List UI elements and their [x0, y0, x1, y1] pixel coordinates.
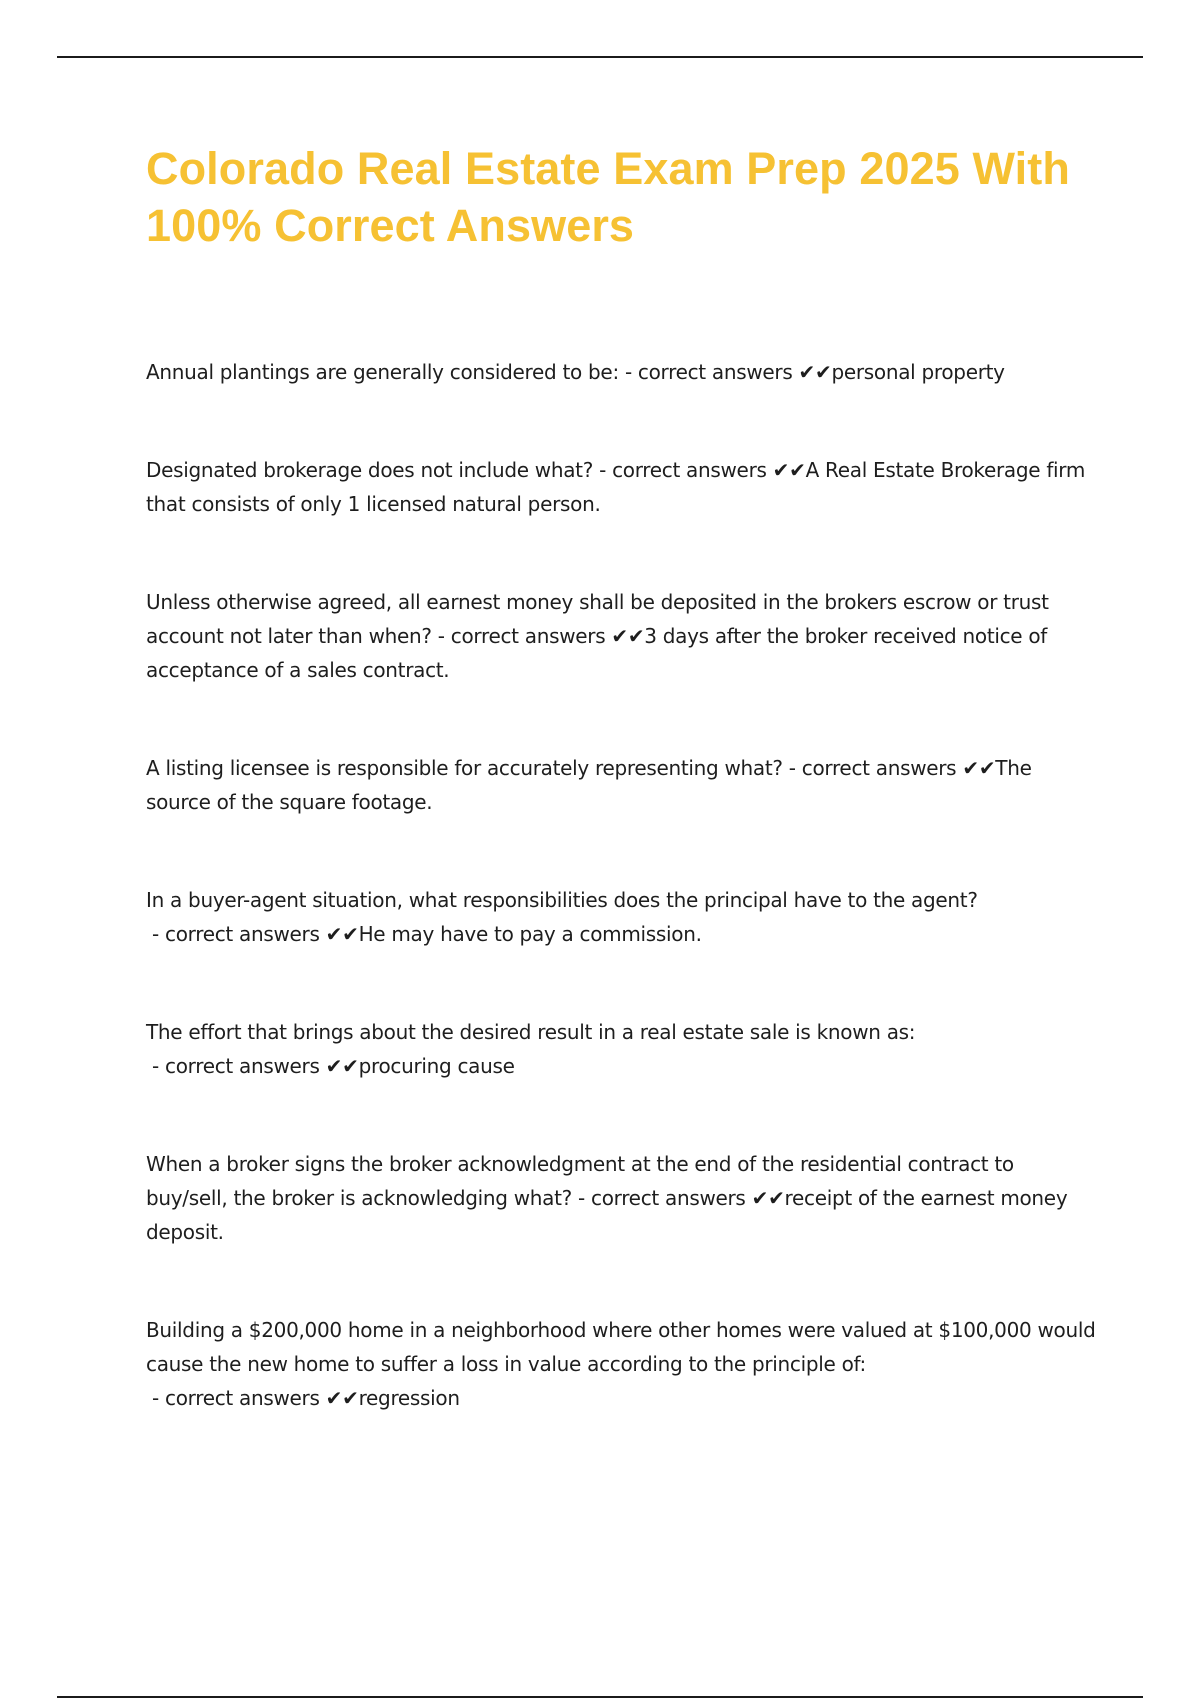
answer-separator: - correct answers: [146, 1054, 326, 1078]
top-rule: [57, 56, 1143, 58]
double-check-icon: ✔✔: [325, 1054, 359, 1078]
double-check-icon: ✔✔: [798, 360, 832, 384]
answer-separator: - correct answers: [431, 624, 612, 648]
answer-text: A Real Estate Brokerage firm that consists of only 1 licensed natural person.: [146, 458, 1086, 516]
answer-text: He may have to pay a commission.: [358, 922, 702, 946]
double-check-icon: ✔✔: [325, 1386, 359, 1410]
qa-list: [146, 355, 1096, 1479]
answer-separator: - correct answers: [593, 458, 773, 482]
answer-text: personal property: [831, 360, 1005, 384]
qa-item: [146, 453, 1096, 521]
bottom-rule: [57, 1696, 1143, 1698]
question-text: The effort that brings about the desired result in a real estate sale is known as:: [146, 1020, 916, 1044]
document-body: [146, 140, 1096, 1410]
question-text: A listing licensee is responsible for accurately representing what?: [146, 756, 783, 780]
question-text: Building a $200,000 home in a neighborhood where other homes were valued at $100,000 would cause the new home to suffer a loss in value according to the principle of:: [146, 1318, 1096, 1376]
question-text: Unless otherwise agreed, all earnest money shall be deposited in the brokers escrow or trust account not later than when?: [146, 590, 1049, 648]
qa-item: [146, 751, 1096, 819]
answer-text: regression: [358, 1386, 460, 1410]
question-text: Annual plantings are generally considered to be:: [146, 360, 619, 384]
answer-separator: - correct answers: [146, 922, 326, 946]
question-text: When a broker signs the broker acknowledgment at the end of the residential contract to buy/sell, the broker is acknowledging what?: [146, 1152, 1014, 1210]
double-check-icon: ✔✔: [962, 756, 996, 780]
double-check-icon: ✔✔: [772, 458, 806, 482]
answer-separator: - correct answers: [146, 1386, 326, 1410]
qa-item: [146, 883, 1096, 951]
qa-item: [146, 1147, 1096, 1249]
answer-separator: - correct answers: [782, 756, 963, 780]
qa-item: [146, 585, 1096, 687]
question-text: In a buyer-agent situation, what responsibilities does the principal have to the agent?: [146, 888, 978, 912]
question-text: Designated brokerage does not include what?: [146, 458, 594, 482]
document-title: Colorado Real Estate Exam Prep 2025 With 100% Correct Answers: [146, 143, 1070, 251]
qa-item: [146, 355, 1096, 389]
qa-item: [146, 1015, 1096, 1083]
answer-separator: - correct answers: [618, 360, 799, 384]
double-check-icon: ✔✔: [325, 922, 359, 946]
answer-text: The source of the square footage.: [146, 756, 1032, 814]
qa-item: [146, 1313, 1096, 1415]
double-check-icon: ✔✔: [611, 624, 645, 648]
answer-text: receipt of the earnest money deposit.: [146, 1186, 1068, 1244]
answer-separator: - correct answers: [571, 1186, 752, 1210]
answer-text: procuring cause: [358, 1054, 515, 1078]
double-check-icon: ✔✔: [751, 1186, 785, 1210]
answer-text: 3 days after the broker received notice of acceptance of a sales contract.: [146, 624, 1048, 682]
